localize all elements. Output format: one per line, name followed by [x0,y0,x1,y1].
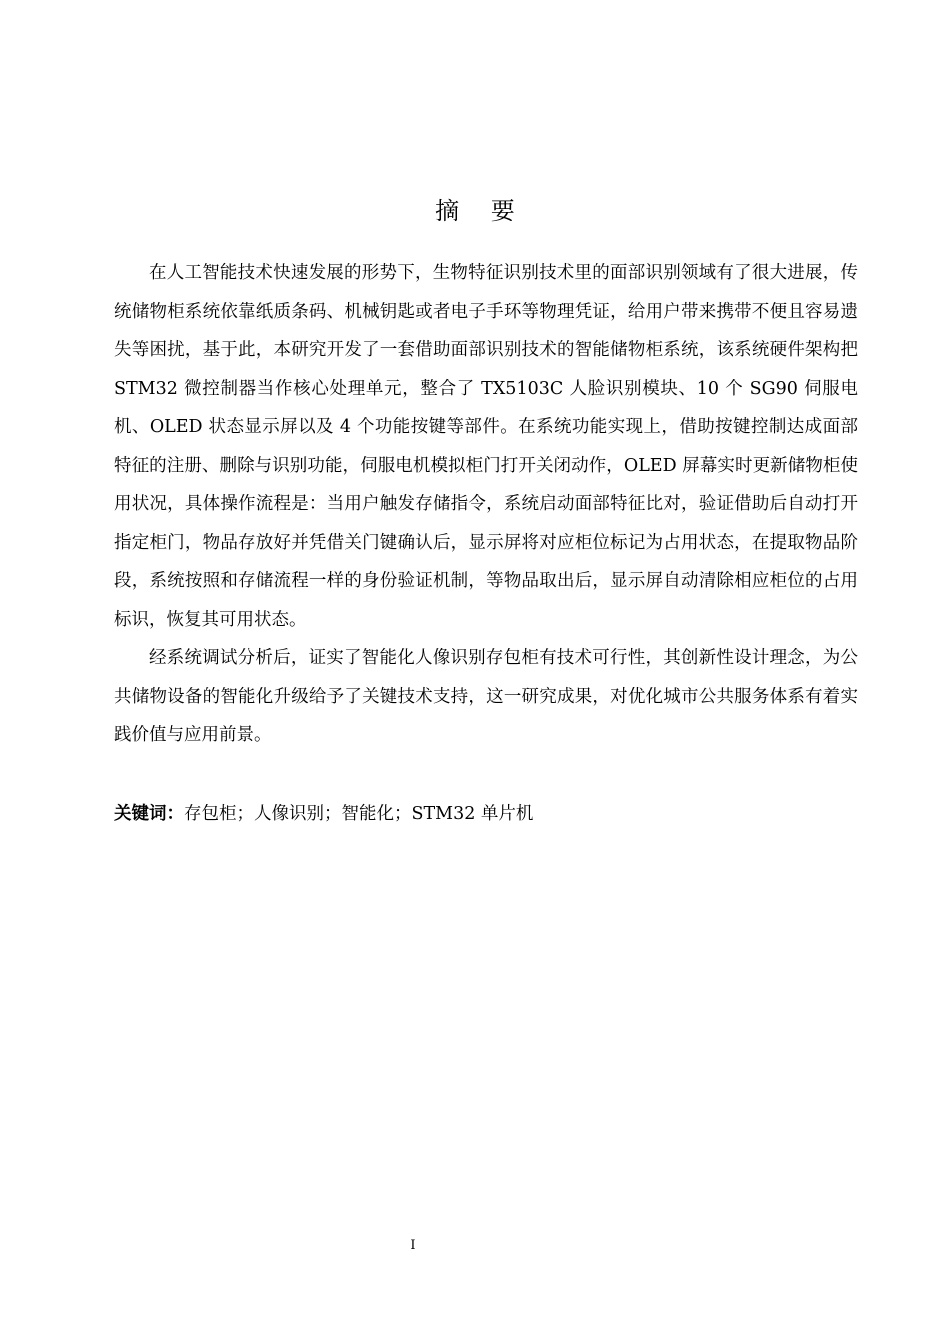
keywords-value: 存包柜；人像识别；智能化；STM32 单片机 [184,804,534,824]
abstract-body [114,254,858,755]
keywords-label: 关键词： [114,804,184,824]
abstract-paragraph-2: 经系统调试分析后，证实了智能化人像识别存包柜有技术可行性，其创新性设计理念，为公共储物设备的智能化升级给予了关键技术支持，这一研究成果，对优化城市公共服务体系有着实践价值与应用前景。 [114,648,858,745]
page-number: I [410,1238,416,1253]
abstract-paragraph-1: 在人工智能技术快速发展的形势下，生物特征识别技术里的面部识别领域有了很大进展，传统储物柜系统依靠纸质条码、机械钥匙或者电子手环等物理凭证，给用户带来携带不便且容易遗失等困扰，基于此，本研究开发了一套借助面部识别技术的智能储物柜系统，该系统硬件架构把 STM32 微控制器当作核心处理单元，整合了 TX5103C 人脸识别模块、10 个 SG90 伺服电机、OLED 状态显示屏以及 4 个功能按键等部件。在系统功能实现上，借助按键控制达成面部特征的注册、删除与识别功能，伺服电机模拟柜门打开关闭动作，OLED 屏幕实时更新储物柜使用状况，具体操作流程是：当用户触发存储指令，系统启动面部特征比对，验证借助后自动打开指定柜门，物品存放好并凭借关门键确认后，显示屏将对应柜位标记为占用状态，在提取物品阶段，系统按照和存储流程一样的身份验证机制，等物品取出后，显示屏自动清除相应柜位的占用标识，恢复其可用状态。 [114,263,858,630]
keywords-line [114,796,858,832]
abstract-title: 摘 要 [435,197,527,225]
